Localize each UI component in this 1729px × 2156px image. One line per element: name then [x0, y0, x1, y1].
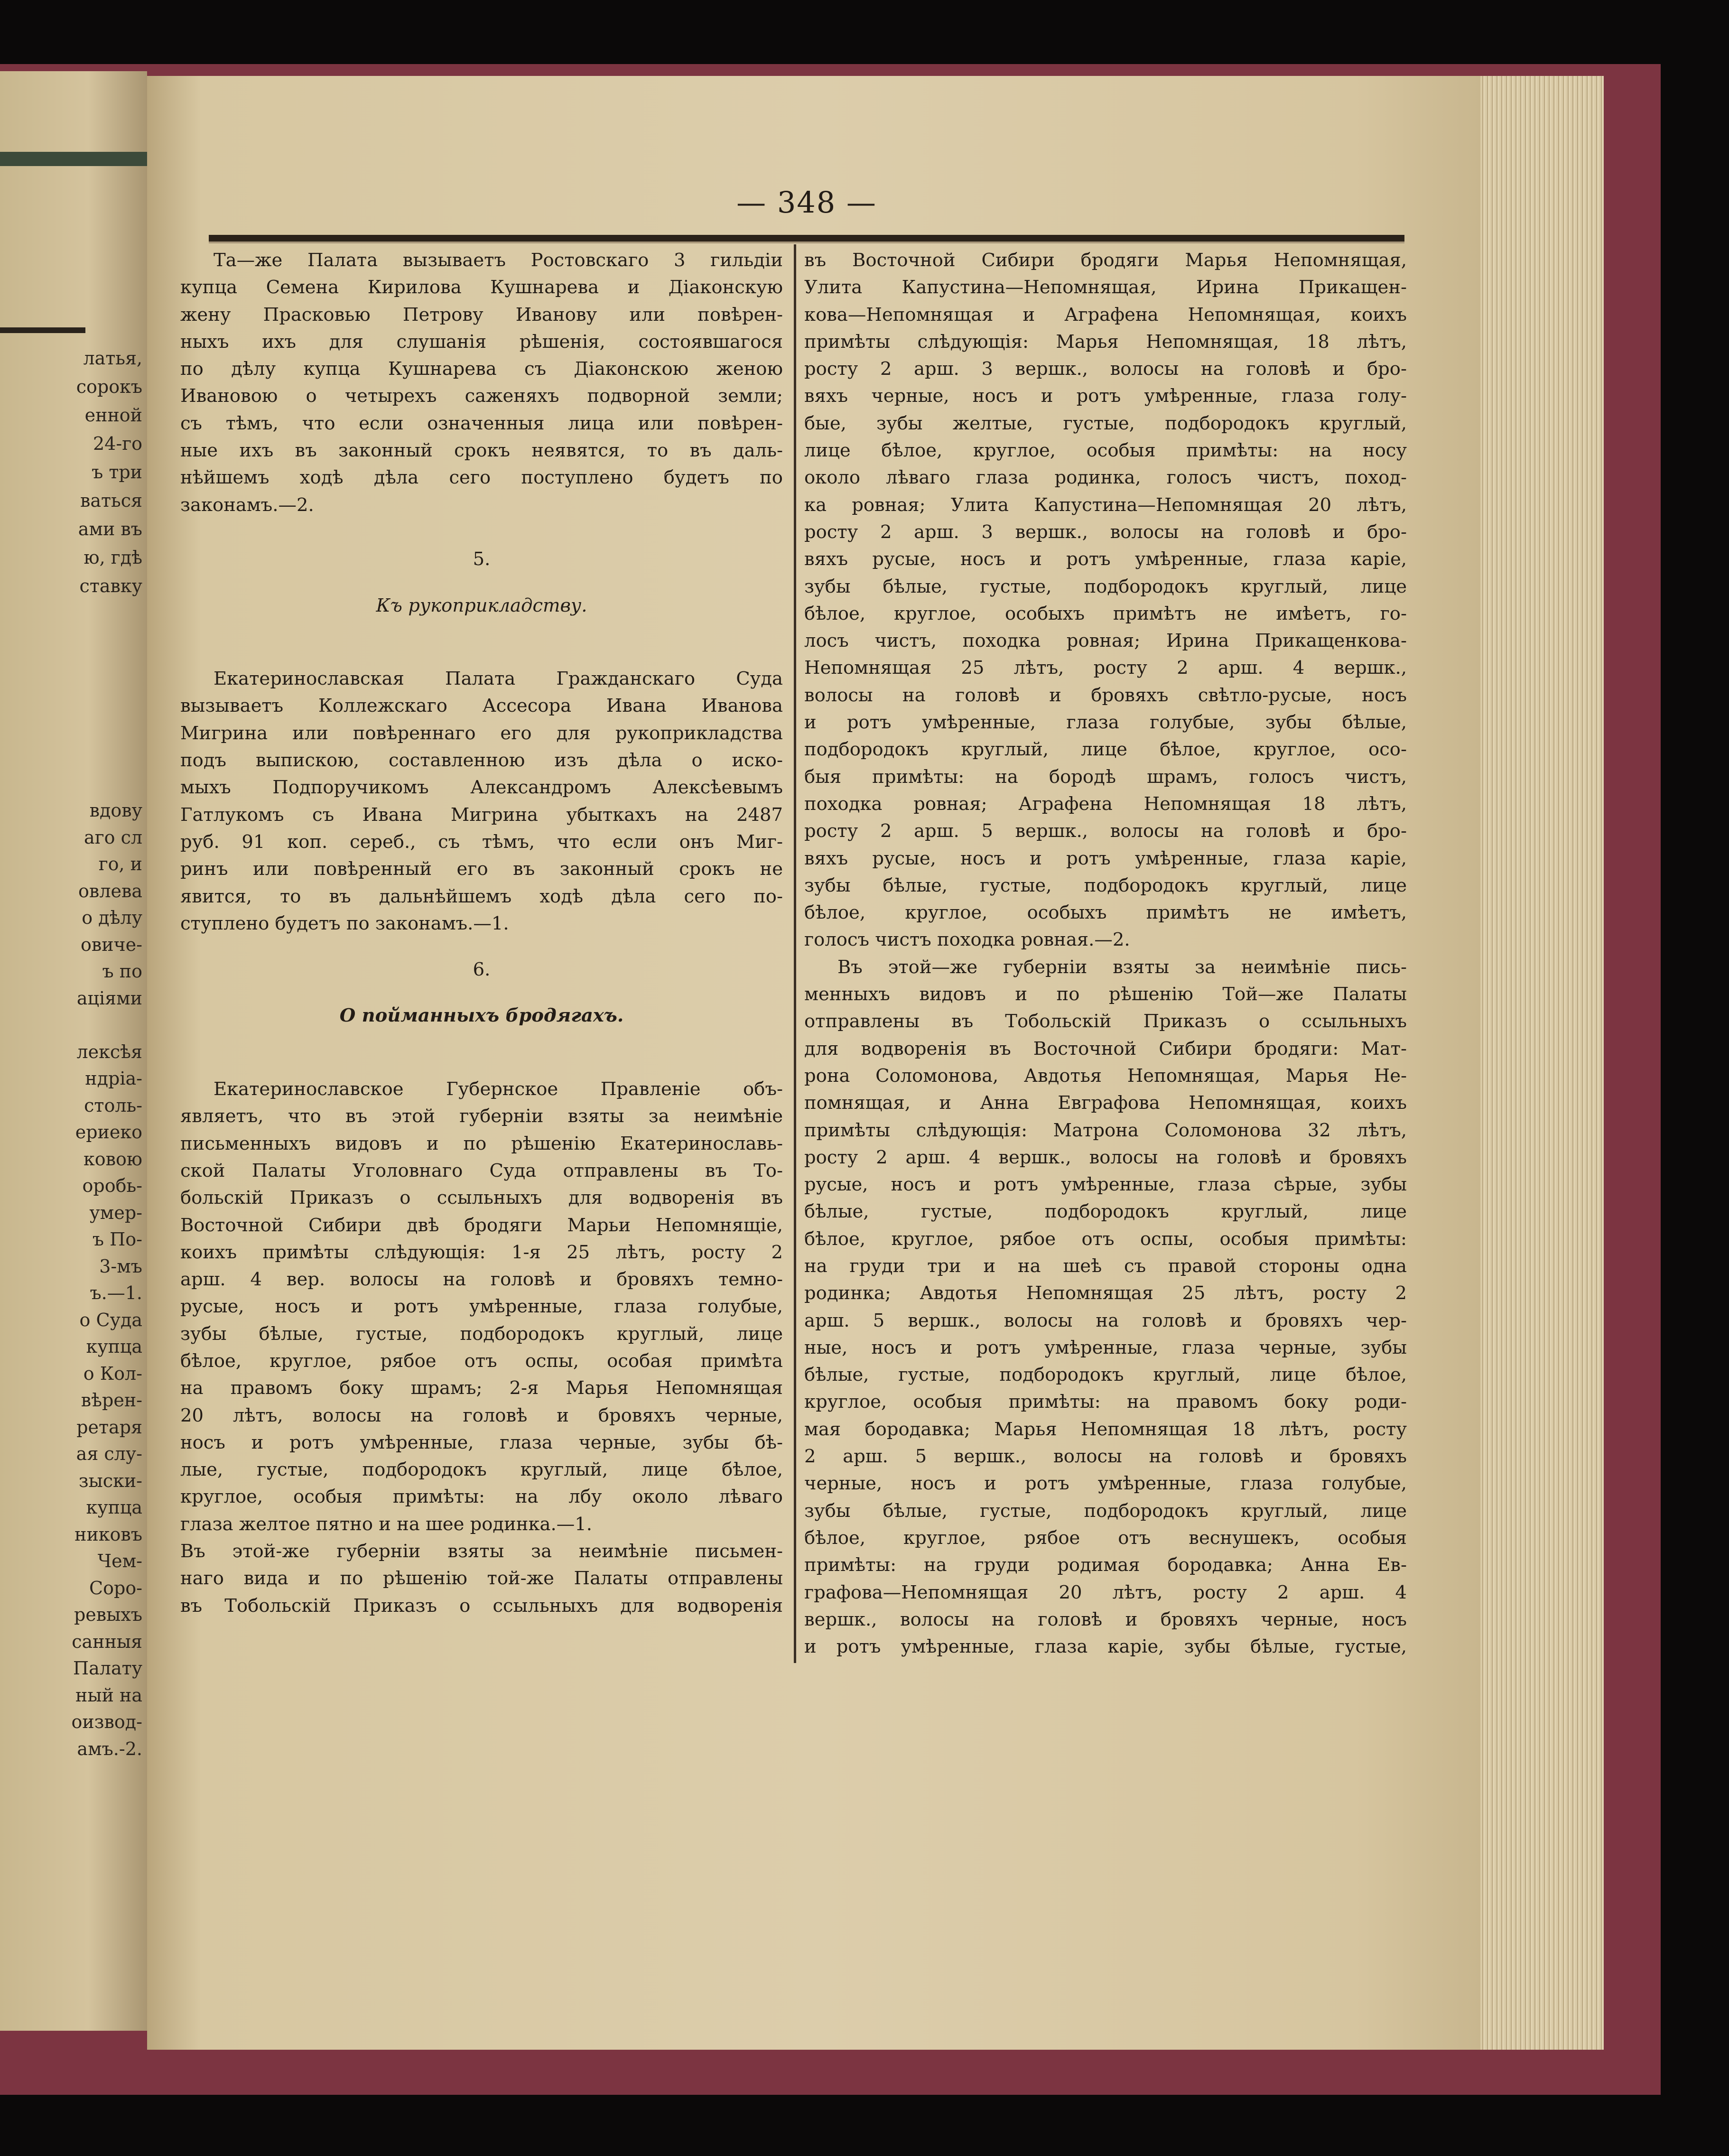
left-page-fragment: аго сл: [84, 827, 142, 848]
left-page-fragment: ваться: [80, 490, 142, 511]
text-line: русые, носъ и ротъ умѣренные, глаза сѣрые, зубы: [804, 1174, 1407, 1196]
text-line: въ Восточной Сибири бродяги Марья Непомнящая,: [804, 250, 1407, 271]
page-number: — 348 —: [736, 185, 877, 220]
text-line: подъ выпискою, составленною изъ дѣла о иско-: [180, 750, 783, 771]
section-6-number: 6.: [473, 959, 491, 981]
left-page-fragment: 24-го: [93, 433, 142, 454]
left-page-text-bottom: [0, 797, 142, 1762]
text-line: волосы на головѣ и бровяхъ свѣтло-русые, носъ: [804, 684, 1407, 706]
text-line: бѣлые, густые, подбородокъ круглый, лице бѣлое,: [804, 1364, 1407, 1386]
text-line: вяхъ русые, носъ и ротъ умѣренные, глаза каріе,: [804, 548, 1407, 570]
text-line: круглое, особыя примѣты: на лбу около лѣваго: [180, 1486, 783, 1508]
text-line: письменныхъ видовъ и по рѣшенію Екатеринославь-: [180, 1133, 783, 1154]
text-line: бѣлое, круглое, рябое отъ оспы, особая примѣта: [180, 1350, 783, 1372]
text-line: и ротъ умѣренные, глаза каріе, зубы бѣлые, густые,: [804, 1636, 1407, 1658]
left-page-fragment: го, и: [98, 854, 142, 874]
text-line: коихъ примѣты слѣдующія: 1-я 25 лѣтъ, росту 2: [180, 1241, 783, 1263]
left-page-fragment: ериеко: [75, 1122, 142, 1143]
text-line: руб. 91 коп. сереб., съ тѣмъ, что если онъ Миг-: [180, 831, 783, 853]
text-line: мыхъ Подпоручикомъ Александромъ Алексѣевымъ: [180, 777, 783, 799]
left-page-fragment: сорокъ: [76, 376, 142, 397]
text-line: росту 2 арш. 3 вершк., волосы на головѣ и бро-: [804, 521, 1407, 543]
left-page-fragment: Палату: [73, 1658, 142, 1679]
column-divider: [794, 244, 796, 1663]
paragraph-rostov-summons: [180, 247, 783, 519]
text-line: Улита Капустина—Непомнящая, Ирина Прикащен-: [804, 277, 1407, 298]
left-page-fragment: купца: [86, 1497, 142, 1518]
text-line: помнящая, и Анна Евграфова Непомнящая, коихъ: [804, 1092, 1407, 1114]
paragraph-vagrants-2-continued: [804, 247, 1407, 954]
text-line: наго вида и по рѣшенію той-же Палаты отправлены: [180, 1568, 783, 1589]
text-line: бѣлое, круглое, рябое отъ оспы, особыя примѣты:: [804, 1228, 1407, 1250]
left-page-fragment: ая слу-: [76, 1443, 142, 1464]
left-page-fragment: ъ по: [102, 961, 142, 982]
section-6-title: О пойманныхъ бродягахъ.: [339, 1005, 624, 1027]
text-line: бѣлое, круглое, рябое отъ веснушекъ, особыя: [804, 1527, 1407, 1549]
text-line: Въ этой-же губерніи взяты за неимѣніе письмен-: [180, 1541, 783, 1562]
left-page-fragment: овиче-: [80, 934, 142, 955]
text-line: быя примѣты: на бородѣ шрамъ, голосъ чистъ,: [804, 766, 1407, 788]
text-line: подбородокъ круглый, лице бѣлое, круглое, осо-: [804, 739, 1407, 761]
text-line: арш. 4 вер. волосы на головѣ и бровяхъ темно-: [180, 1269, 783, 1291]
text-line: для водворенія въ Восточной Сибири бродяги: Мат-: [804, 1038, 1407, 1059]
text-line: носъ и ротъ умѣренные, глаза черные, зубы бѣ-: [180, 1431, 783, 1453]
text-line: примѣты слѣдующія: Матрона Соломонова 32 лѣтъ,: [804, 1119, 1407, 1141]
text-line: Екатеринославское Губернское Правленіе объ-: [214, 1078, 783, 1100]
text-line: ные ихъ въ законный срокъ неявятся, то въ даль-: [180, 440, 783, 462]
left-page-fragment: о Кол-: [83, 1363, 142, 1384]
text-line: голосъ чистъ походка ровная.—2.: [804, 929, 1130, 951]
text-line: арш. 5 вершк., волосы на головѣ и бровяхъ чер-: [804, 1310, 1407, 1331]
text-line: Екатеринославская Палата Гражданскаго Суда: [214, 668, 783, 690]
text-line: рона Соломонова, Авдотья Непомнящая, Марья Не-: [804, 1065, 1407, 1087]
text-line: бые, зубы желтые, густые, подбородокъ круглый,: [804, 412, 1407, 434]
text-line: Непомнящая 25 лѣтъ, росту 2 арш. 4 вершк.,: [804, 657, 1407, 679]
text-line: зубы бѣлые, густые, подбородокъ круглый, лице: [804, 874, 1407, 896]
left-page-fragment: Чем-: [97, 1551, 142, 1571]
left-page-text-top: [0, 344, 142, 600]
text-line: росту 2 арш. 3 вершк., волосы на головѣ и бро-: [804, 358, 1407, 380]
left-page-fragment: ндріа-: [85, 1068, 142, 1089]
left-page-fragment: ъ три: [92, 462, 142, 483]
left-page-fragment: енной: [84, 405, 142, 426]
text-line: вяхъ русые, носъ и ротъ умѣренные, глаза каріе,: [804, 847, 1407, 869]
left-page-fragment: ревыхъ: [74, 1604, 142, 1625]
text-line: кова—Непомнящая и Аграфена Непомнящая, коихъ: [804, 304, 1407, 325]
left-page-rule: [0, 327, 85, 333]
left-page-fragment: ный на: [75, 1684, 142, 1706]
text-line: на правомъ боку шрамъ; 2-я Марья Непомнящая: [180, 1377, 783, 1399]
section-5-title: Къ рукоприкладству.: [376, 595, 587, 616]
text-line: зубы бѣлые, густые, подбородокъ круглый, лице: [804, 576, 1407, 597]
left-page-fragment: о дѣлу: [82, 907, 142, 928]
text-line: Гатлукомъ съ Ивана Мигрина убыткахъ на 2487: [180, 804, 783, 826]
paragraph-vagrants-3: [804, 954, 1407, 1661]
text-line: Въ этой—же губерніи взяты за неимѣніе пись-: [837, 956, 1407, 978]
text-line: вершк., волосы на головѣ и бровяхъ черные, носъ: [804, 1608, 1407, 1630]
text-line: Та—же Палата вызываетъ Ростовскаго 3 гильдіи: [214, 250, 783, 271]
left-page-fragment: умер-: [89, 1202, 142, 1223]
text-line: примѣты: на груди родимая бородавка; Анна Ев-: [804, 1554, 1407, 1576]
text-line: 2 арш. 5 вершк., волосы на головѣ и бровяхъ: [804, 1446, 1407, 1468]
text-line: жену Прасковью Петрову Иванову или повѣрен-: [180, 304, 783, 325]
left-page-fragment: аціями: [76, 987, 142, 1009]
text-line: бѣлое, круглое, особыхъ примѣтъ не имѣетъ, го-: [804, 603, 1407, 624]
paragraph-vagrants-2-start: [180, 1538, 783, 1619]
text-line: отправлены въ Тобольскій Приказъ о ссыльныхъ: [804, 1011, 1407, 1032]
left-page-fragment: 3-мъ: [99, 1255, 142, 1277]
text-line: и ротъ умѣренные, глаза голубые, зубы бѣлые,: [804, 712, 1407, 734]
left-page-fragment: зыски-: [78, 1470, 142, 1491]
left-page-fragment: [0, 1012, 142, 1039]
text-line: съ тѣмъ, что если означенныя лица или повѣрен-: [180, 412, 783, 434]
header-rule: [209, 235, 1404, 243]
text-line: росту 2 арш. 5 вершк., волосы на головѣ и бро-: [804, 820, 1407, 842]
left-page-fragment: латья,: [83, 348, 142, 369]
text-line: ка ровная; Улита Капустина—Непомнящая 20 лѣтъ,: [804, 494, 1407, 516]
text-line: около лѣваго глаза родинка, голосъ чистъ, поход-: [804, 467, 1407, 489]
left-page-fragment: оизвод-: [71, 1711, 142, 1732]
left-page-fragment: ъ.—1.: [90, 1282, 142, 1303]
text-line: въ Тобольскій Приказъ о ссыльныхъ для водворенія: [180, 1595, 783, 1617]
text-line: росту 2 арш. 4 вершк., волосы на головѣ и бровяхъ: [804, 1146, 1407, 1168]
left-page-fragment: санныя: [72, 1631, 142, 1652]
text-line: Ивановою о четырехъ саженяхъ подворной земли;: [180, 385, 783, 407]
section-5-number: 5.: [473, 548, 491, 570]
text-line: ринъ или повѣренный его въ законный срокъ не: [180, 858, 783, 880]
text-line: вызываетъ Коллежскаго Ассесора Ивана Иванова: [180, 695, 783, 717]
text-line: ныхъ ихъ для слушанія рѣшенія, состоявшагося: [180, 331, 783, 353]
text-line: ные, носъ и ротъ умѣренные, глаза черные, зубы: [804, 1337, 1407, 1358]
text-line: купца Семена Кирилова Кушнарева и Діаконскую: [180, 277, 783, 298]
text-line: зубы бѣлые, густые, подбородокъ круглый, лице: [180, 1323, 783, 1345]
text-line: круглое, особыя примѣты: на правомъ боку роди-: [804, 1391, 1407, 1413]
left-page-fragment: ю, гдѣ: [84, 547, 142, 568]
text-line: законамъ.—2.: [180, 494, 314, 516]
left-page-fragment: лексѣя: [76, 1041, 142, 1062]
text-line: мая бородавка; Марья Непомнящая 18 лѣтъ, росту: [804, 1418, 1407, 1440]
left-page-fragment: ъ По-: [92, 1229, 142, 1250]
text-line: походка ровная; Аграфена Непомнящая 18 лѣтъ,: [804, 793, 1407, 815]
text-line: графова—Непомнящая 20 лѣтъ, росту 2 арш. 4: [804, 1581, 1407, 1603]
left-page-fragment: никовъ: [74, 1524, 142, 1545]
text-line: являетъ, что въ этой губерніи взяты за неимѣніе: [180, 1106, 783, 1127]
text-line: на груди три и на шеѣ съ правой стороны одна: [804, 1255, 1407, 1277]
text-line: по дѣлу купца Кушнарева съ Діаконскою женою: [180, 358, 783, 380]
text-line: родинка; Авдотья Непомнящая 25 лѣтъ, росту 2: [804, 1282, 1407, 1304]
left-page-fragment: овлева: [78, 880, 142, 901]
text-line: 20 лѣтъ, волосы на головѣ и бровяхъ черные,: [180, 1404, 783, 1426]
paragraph-vagrants-1: [180, 1076, 783, 1538]
text-line: бѣлое, круглое, особыхъ примѣтъ не имѣетъ,: [804, 902, 1407, 924]
left-page-fragment: ставку: [79, 576, 142, 596]
text-line: лице бѣлое, круглое, особыя примѣты: на носу: [804, 440, 1407, 462]
text-line: менныхъ видовъ и по рѣшенію Той—же Палаты: [804, 984, 1407, 1005]
text-line: зубы бѣлые, густые, подбородокъ круглый, лице: [804, 1500, 1407, 1522]
text-line: глаза желтое пятно и на шее родинка.—1.: [180, 1513, 592, 1535]
paragraph-civil-court-summons: [180, 665, 783, 937]
left-page-fragment: о Суда: [79, 1309, 142, 1330]
text-line: вяхъ черные, носъ и ротъ умѣренные, глаза голу-: [804, 385, 1407, 407]
binding-strip: [0, 152, 147, 166]
left-page-fragment: вѣрен-: [81, 1390, 142, 1411]
left-page-fragment: ретаря: [76, 1416, 142, 1438]
text-line: бѣлые, густые, подбородокъ круглый, лице: [804, 1201, 1407, 1223]
text-line: ступлено будетъ по законамъ.—1.: [180, 912, 509, 934]
left-page-fragment: столь-: [84, 1095, 142, 1116]
text-line: русые, носъ и ротъ умѣренные, глаза голубые,: [180, 1296, 783, 1318]
left-page-fragment: ковою: [84, 1148, 142, 1170]
left-page-fragment: вдову: [89, 800, 142, 821]
text-line: ской Палаты Уголовнаго Суда отправлены въ То-: [180, 1160, 783, 1181]
text-line: лые, густые, подбородокъ круглый, лице бѣлое,: [180, 1459, 783, 1481]
left-page-fragment: оробь-: [82, 1175, 142, 1196]
text-line: Восточной Сибири двѣ бродяги Марьи Непомнящіе,: [180, 1214, 783, 1236]
left-page-fragment: амъ.-2.: [77, 1738, 142, 1759]
text-line: явится, то въ дальнѣйшемъ ходѣ дѣла сего по-: [180, 885, 783, 907]
right-column: [804, 247, 1407, 1660]
previous-page: [0, 71, 147, 2031]
text-line: Мигрина или повѣреннаго его для рукоприкладства: [180, 722, 783, 744]
left-page-fragment: Соро-: [89, 1577, 142, 1598]
text-line: примѣты слѣдующія: Марья Непомнящая, 18 лѣтъ,: [804, 331, 1407, 353]
text-line: больскій Приказъ о ссыльныхъ для водворенія въ: [180, 1187, 783, 1209]
text-line: нѣйшемъ ходѣ дѣла сего поступлено будетъ по: [180, 467, 783, 489]
left-page-fragment: ами въ: [78, 519, 142, 539]
text-line: черные, носъ и ротъ умѣренные, глаза голубые,: [804, 1473, 1407, 1495]
left-column: [180, 247, 783, 1619]
text-line: лосъ чистъ, походка ровная; Ирина Прикащенкова-: [804, 630, 1407, 652]
page-edges: [1480, 76, 1604, 2050]
left-page-fragment: купца: [86, 1336, 142, 1357]
